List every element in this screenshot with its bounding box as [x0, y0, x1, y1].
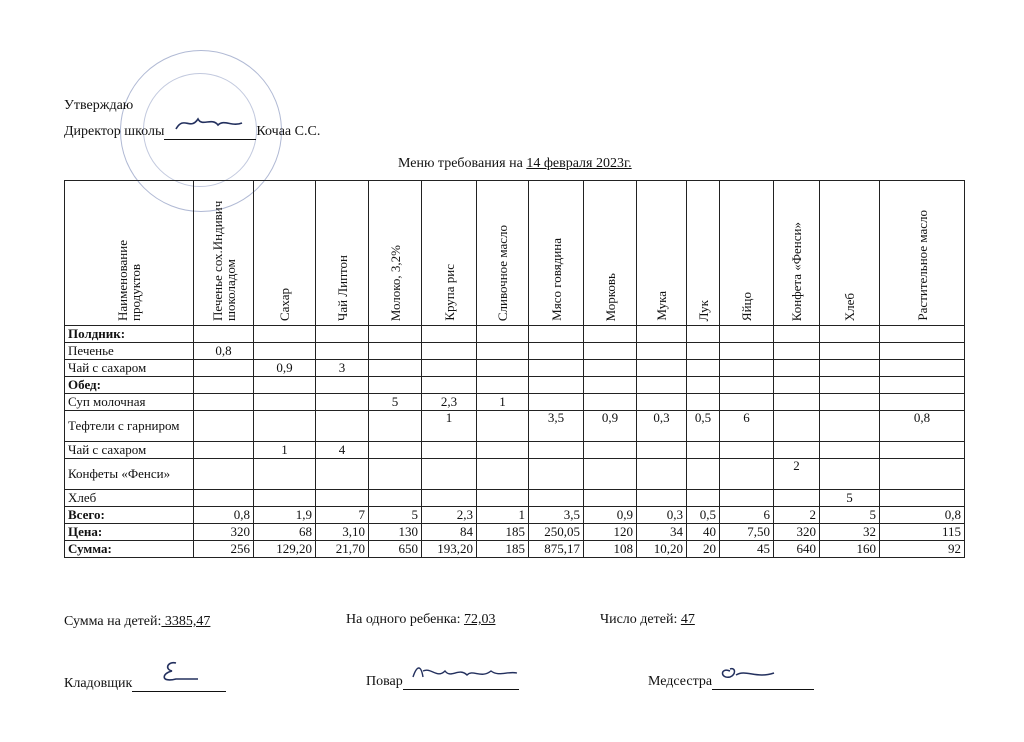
table-cell [194, 326, 254, 343]
cook-line: Повар [366, 674, 519, 690]
table-cell [584, 459, 637, 490]
table-cell [687, 394, 720, 411]
table-cell: 160 [820, 541, 880, 558]
table-cell [880, 459, 965, 490]
table-cell [369, 377, 422, 394]
column-header: Печенье сох.Индивич шоколадом [194, 181, 254, 326]
table-cell [194, 377, 254, 394]
table-cell [422, 459, 477, 490]
table-row [65, 377, 965, 394]
table-cell [477, 360, 529, 377]
table-cell [477, 343, 529, 360]
table-cell: 1 [477, 394, 529, 411]
column-header: Морковь [584, 181, 637, 326]
table-cell: 120 [584, 524, 637, 541]
table-cell: 0,9 [584, 411, 637, 442]
table-cell [637, 343, 687, 360]
table-cell: 2,3 [422, 507, 477, 524]
table-cell [687, 490, 720, 507]
table-cell [194, 442, 254, 459]
table-cell [720, 343, 774, 360]
table-cell: 0,9 [584, 507, 637, 524]
table-cell [254, 411, 316, 442]
table-cell: 0,8 [194, 343, 254, 360]
table-cell [720, 442, 774, 459]
table-cell [820, 377, 880, 394]
table-cell: 320 [194, 524, 254, 541]
table-cell: 32 [820, 524, 880, 541]
column-header: Хлеб [820, 181, 880, 326]
table-cell [820, 411, 880, 442]
table-row [65, 507, 965, 524]
table-cell [254, 377, 316, 394]
per-child-value: 72,03 [463, 612, 496, 627]
table-cell: 2,3 [422, 394, 477, 411]
row-label: Хлеб [65, 490, 194, 507]
table-cell [584, 394, 637, 411]
table-cell [422, 343, 477, 360]
table-cell [422, 490, 477, 507]
table-cell: 0,3 [637, 507, 687, 524]
table-cell [316, 459, 369, 490]
table-cell [637, 377, 687, 394]
table-cell: 185 [477, 541, 529, 558]
table-cell [820, 394, 880, 411]
table-cell: 3,10 [316, 524, 369, 541]
table-cell: 129,20 [254, 541, 316, 558]
table-cell [529, 377, 584, 394]
table-cell [637, 442, 687, 459]
table-cell [529, 459, 584, 490]
table-cell [880, 490, 965, 507]
table-cell [584, 326, 637, 343]
column-header: Чай Липтон [316, 181, 369, 326]
table-cell [529, 394, 584, 411]
row-label: Цена: [65, 524, 194, 541]
table-cell: 130 [369, 524, 422, 541]
summary-children: Число детей: 47 [600, 612, 695, 627]
table-cell: 3 [316, 360, 369, 377]
table-cell [687, 360, 720, 377]
table-cell [369, 326, 422, 343]
table-row [65, 442, 965, 459]
table-cell [194, 411, 254, 442]
table-cell: 115 [880, 524, 965, 541]
table-cell [254, 490, 316, 507]
table-cell: 0,9 [254, 360, 316, 377]
table-cell [880, 442, 965, 459]
table-cell [584, 490, 637, 507]
table-cell: 256 [194, 541, 254, 558]
table-cell [584, 343, 637, 360]
table-cell [774, 343, 820, 360]
table-cell [687, 442, 720, 459]
table-row [65, 490, 965, 507]
table-row [65, 360, 965, 377]
table-cell [477, 326, 529, 343]
table-cell [316, 326, 369, 343]
table-row [65, 343, 965, 360]
table-cell: 193,20 [422, 541, 477, 558]
table-cell [254, 343, 316, 360]
table-cell [477, 459, 529, 490]
table-cell [422, 377, 477, 394]
column-header: Лук [687, 181, 720, 326]
table-cell: 108 [584, 541, 637, 558]
director-line [64, 124, 320, 140]
table-cell [422, 360, 477, 377]
table-row [65, 411, 965, 442]
table-cell: 185 [477, 524, 529, 541]
table-cell [687, 343, 720, 360]
table-cell: 6 [720, 411, 774, 442]
table-cell: 40 [687, 524, 720, 541]
row-label: Чай с сахаром [65, 442, 194, 459]
row-label: Сумма: [65, 541, 194, 558]
table-cell [254, 326, 316, 343]
table-cell [477, 377, 529, 394]
table-cell: 640 [774, 541, 820, 558]
table-cell [720, 360, 774, 377]
column-header: Молоко, 3,2% [369, 181, 422, 326]
table-cell [194, 490, 254, 507]
row-label: Суп молочная [65, 394, 194, 411]
children-value: 47 [680, 612, 695, 627]
director-name: Кочаа С.С. [256, 124, 321, 139]
director-label: Директор школы [64, 124, 165, 139]
summary-total: Сумма на детей: 3385,47 [64, 614, 211, 629]
table-cell [316, 377, 369, 394]
approve-label: Утверждаю [64, 98, 134, 113]
page-title: Меню требования на 14 февраля 2023г. [398, 156, 632, 171]
table-cell [422, 326, 477, 343]
table-cell: 20 [687, 541, 720, 558]
table-cell: 68 [254, 524, 316, 541]
table-cell: 5 [820, 490, 880, 507]
table-cell [637, 490, 687, 507]
table-cell [637, 360, 687, 377]
table-cell [584, 360, 637, 377]
table-cell: 3,5 [529, 507, 584, 524]
table-cell: 1 [422, 411, 477, 442]
table-cell [820, 459, 880, 490]
table-cell [316, 343, 369, 360]
column-header: Крупа рис [422, 181, 477, 326]
table-cell: 5 [369, 394, 422, 411]
table-header-row [65, 181, 965, 326]
cook-signature [403, 675, 519, 690]
row-label: Тефтели с гарниром [65, 411, 194, 442]
table-cell [316, 394, 369, 411]
table-cell [820, 326, 880, 343]
table-cell: 1,9 [254, 507, 316, 524]
table-cell [774, 490, 820, 507]
table-cell [637, 394, 687, 411]
table-cell: 250,05 [529, 524, 584, 541]
table-cell: 7 [316, 507, 369, 524]
table-cell [687, 326, 720, 343]
table-cell [880, 360, 965, 377]
table-cell: 6 [720, 507, 774, 524]
row-label: Полдник: [65, 326, 194, 343]
table-cell [477, 442, 529, 459]
table-cell [529, 360, 584, 377]
table-cell [584, 377, 637, 394]
table-cell [477, 411, 529, 442]
table-cell [774, 442, 820, 459]
table-cell [774, 411, 820, 442]
table-cell: 2 [774, 507, 820, 524]
table-cell [369, 442, 422, 459]
table-cell: 1 [477, 507, 529, 524]
column-header-product-name: Наименование продуктов [65, 181, 194, 326]
table-cell [477, 490, 529, 507]
row-label: Чай с сахаром [65, 360, 194, 377]
table-cell: 1 [254, 442, 316, 459]
table-row [65, 326, 965, 343]
table-cell: 0,5 [687, 507, 720, 524]
table-cell: 3,5 [529, 411, 584, 442]
table-cell: 4 [316, 442, 369, 459]
table-row [65, 394, 965, 411]
table-cell: 45 [720, 541, 774, 558]
table-cell: 84 [422, 524, 477, 541]
row-label: Печенье [65, 343, 194, 360]
table-cell: 10,20 [637, 541, 687, 558]
table-cell [529, 343, 584, 360]
table-cell: 21,70 [316, 541, 369, 558]
table-cell [369, 360, 422, 377]
table-cell: 34 [637, 524, 687, 541]
table-cell [316, 411, 369, 442]
table-cell [720, 459, 774, 490]
table-cell: 875,17 [529, 541, 584, 558]
table-cell: 5 [369, 507, 422, 524]
table-cell [316, 490, 369, 507]
table-cell [774, 326, 820, 343]
table-cell [369, 459, 422, 490]
table-cell [584, 442, 637, 459]
table-cell [774, 394, 820, 411]
table-cell [720, 326, 774, 343]
nurse-signature [712, 675, 814, 690]
column-header: Мясо говядина [529, 181, 584, 326]
row-label: Конфеты «Фенси» [65, 459, 194, 490]
table-cell [254, 394, 316, 411]
table-cell [880, 394, 965, 411]
table-cell [637, 459, 687, 490]
table-cell: 2 [774, 459, 820, 490]
table-cell [820, 343, 880, 360]
column-header: Яйцо [720, 181, 774, 326]
table-cell [194, 459, 254, 490]
column-header: Растительное масло [880, 181, 965, 326]
table-cell: 0,8 [194, 507, 254, 524]
nurse-line: Медсестра [648, 674, 814, 690]
table-cell [880, 326, 965, 343]
table-cell [687, 377, 720, 394]
table-cell [820, 442, 880, 459]
table-cell [687, 459, 720, 490]
storekeeper-line: Кладовщик [64, 676, 226, 692]
row-label: Обед: [65, 377, 194, 394]
table-row [65, 541, 965, 558]
table-cell: 92 [880, 541, 965, 558]
table-cell [369, 411, 422, 442]
table-row [65, 459, 965, 490]
total-value: 3385,47 [161, 614, 211, 629]
column-header: Конфета «Фенси» [774, 181, 820, 326]
menu-table [64, 180, 965, 558]
table-cell [774, 360, 820, 377]
table-cell [529, 326, 584, 343]
table-cell [720, 394, 774, 411]
table-cell: 650 [369, 541, 422, 558]
table-cell: 7,50 [720, 524, 774, 541]
table-cell: 0,3 [637, 411, 687, 442]
column-header: Мука [637, 181, 687, 326]
table-cell: 0,5 [687, 411, 720, 442]
column-header: Сахар [254, 181, 316, 326]
table-cell: 320 [774, 524, 820, 541]
table-cell [637, 326, 687, 343]
table-cell [880, 343, 965, 360]
table-cell [720, 377, 774, 394]
menu-date: 14 февраля 2023г. [526, 156, 632, 171]
summary-per-child: На одного ребенка: 72,03 [346, 612, 496, 627]
table-cell [254, 459, 316, 490]
table-cell [529, 490, 584, 507]
table-cell: 0,8 [880, 507, 965, 524]
row-label: Всего: [65, 507, 194, 524]
table-cell [880, 377, 965, 394]
table-cell [774, 377, 820, 394]
table-cell [422, 442, 477, 459]
table-cell [369, 343, 422, 360]
storekeeper-signature [132, 677, 226, 692]
table-cell [194, 360, 254, 377]
table-cell [720, 490, 774, 507]
table-cell: 0,8 [880, 411, 965, 442]
table-cell [820, 360, 880, 377]
table-cell: 5 [820, 507, 880, 524]
table-cell [194, 394, 254, 411]
table-cell [369, 490, 422, 507]
table-cell [529, 442, 584, 459]
column-header: Сливочное масло [477, 181, 529, 326]
director-signature [164, 125, 256, 140]
table-row [65, 524, 965, 541]
